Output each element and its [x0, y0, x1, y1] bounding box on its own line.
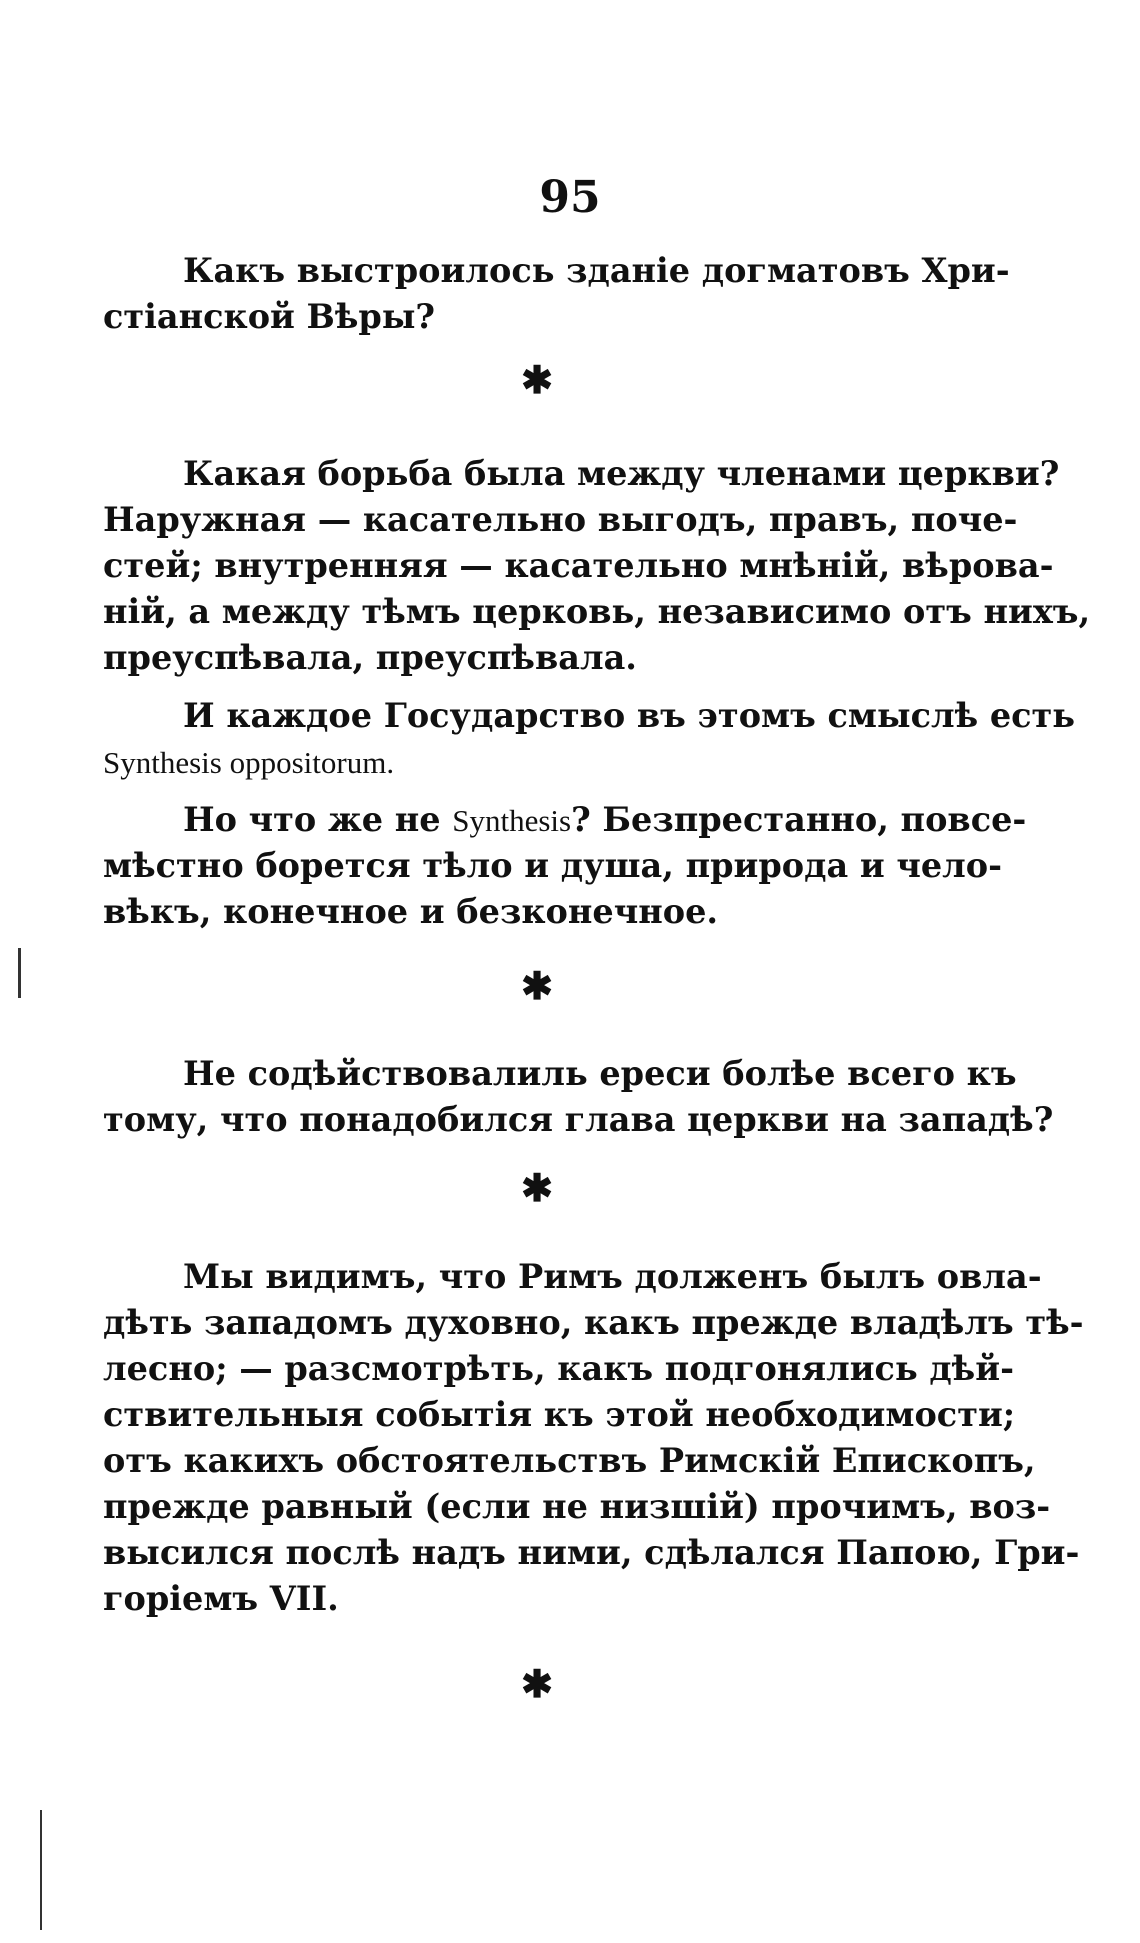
text-line: горіемъ VII. [103, 1579, 339, 1618]
text-line: тому, что понадобился глава церкви на западѣ? [103, 1100, 1054, 1139]
scan-artifact [40, 1810, 42, 1930]
paragraph-5 [103, 1051, 1054, 1143]
section-separator-star: ✱ [521, 963, 553, 1008]
paragraph-2 [103, 451, 1091, 681]
text-line: стей; внутренняя — касательно мнѣній, вѣрова- [103, 546, 1054, 585]
text-line: Наружная — касательно выгодъ, правъ, поче- [103, 500, 1018, 539]
paragraph-3 [103, 693, 1076, 785]
text-line: И каждое Государство въ этомъ смыслѣ есть [183, 696, 1076, 735]
text-line: вѣкъ, конечное и безконечное. [103, 892, 719, 931]
section-separator-star: ✱ [521, 1661, 553, 1706]
paragraph-4 [103, 797, 1027, 935]
text-line: мѣстно борется тѣло и душа, природа и чело- [103, 846, 1003, 885]
text-line [103, 739, 965, 785]
text-line: преуспѣвала, преуспѣвала. [103, 638, 637, 677]
text-line: ствительныя событія къ этой необходимости; [103, 1395, 1016, 1434]
text-line: Какая борьба была между членами церкви? [183, 454, 1060, 493]
text-line: Мы видимъ, что Римъ долженъ былъ овла- [183, 1257, 1042, 1296]
text-line: дѣть западомъ духовно, какъ прежде владѣлъ тѣ- [103, 1303, 1084, 1342]
latin-word: Synthesis [452, 803, 572, 838]
text-line [103, 797, 1027, 843]
section-separator-star: ✱ [521, 357, 553, 402]
text-line: ній, а между тѣмъ церковь, независимо отъ нихъ, [103, 592, 1091, 631]
text-line: стіанской Вѣры? [103, 297, 436, 336]
scan-artifact [18, 948, 21, 998]
text-line: Не содѣйствовалиль ереси болѣе всего къ [183, 1054, 1017, 1093]
section-separator-star: ✱ [521, 1165, 553, 1210]
paragraph-6 [103, 1254, 1084, 1622]
text-line: Какъ выстроилось зданіе догматовъ Хри- [183, 251, 1010, 290]
text-line: отъ какихъ обстоятельствъ Римскій Епископъ, [103, 1441, 1036, 1480]
text-segment: Но что же не [183, 800, 453, 839]
text-line: высился послѣ надъ ними, сдѣлался Папою, Гри- [103, 1533, 1080, 1572]
latin-phrase: Synthesis oppositorum. [103, 745, 395, 780]
text-line: лесно; — разсмотрѣть, какъ подгонялись дѣй- [103, 1349, 1014, 1388]
paragraph-1 [103, 248, 1010, 340]
page-number: 95 [539, 172, 601, 223]
text-segment: ? Безпрестанно, повсе- [571, 800, 1027, 839]
text-line: прежде равный (если не низшій) прочимъ, воз- [103, 1487, 1051, 1526]
